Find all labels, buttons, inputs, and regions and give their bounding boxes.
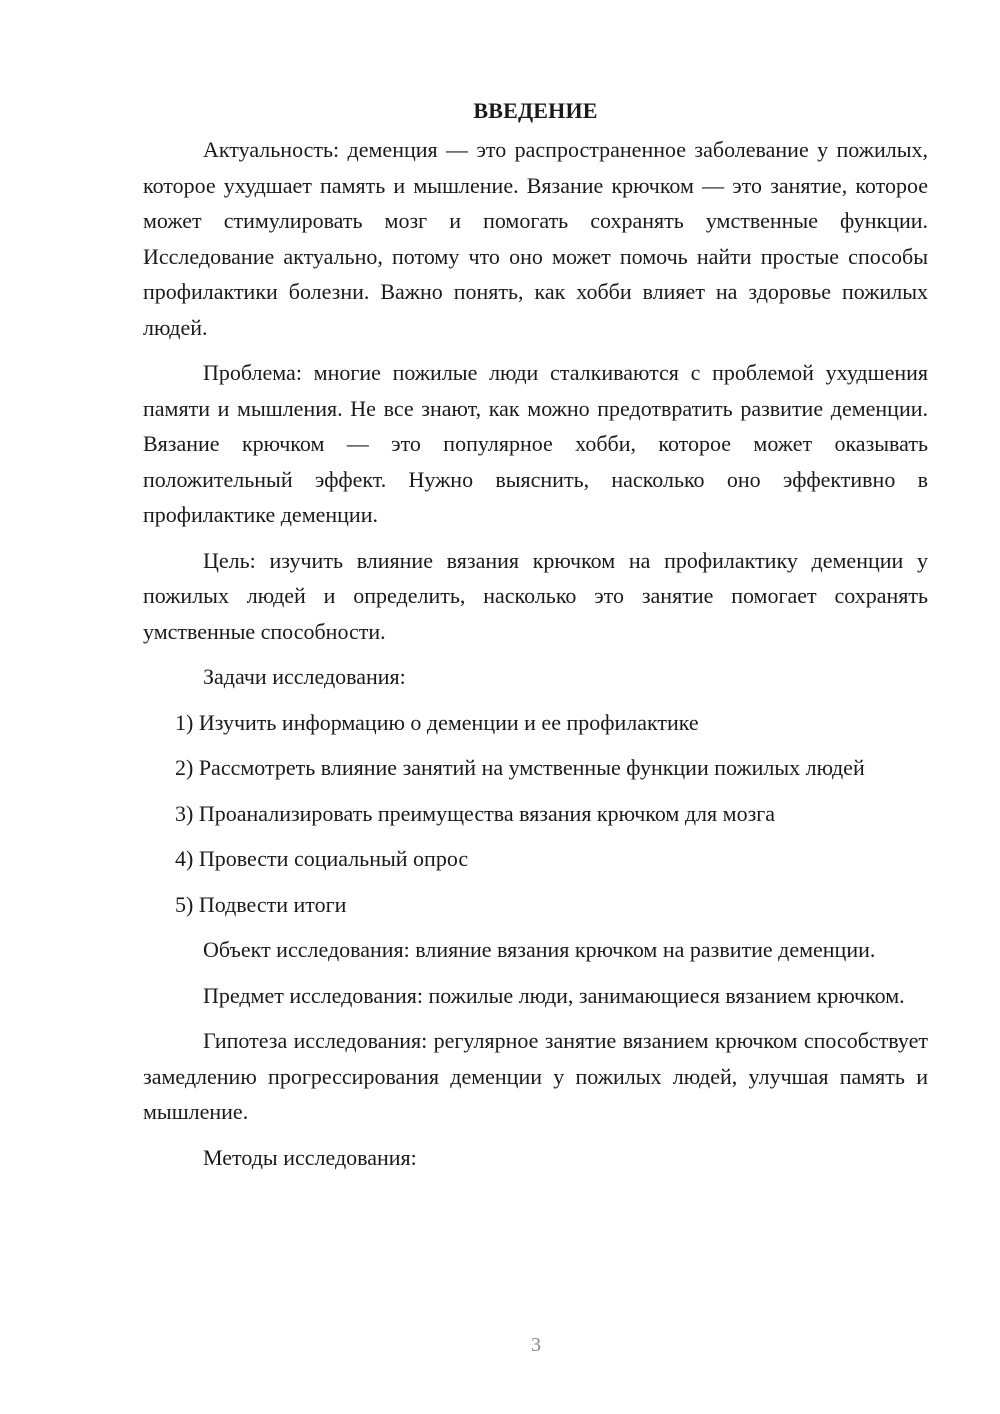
- document-page: [143, 96, 928, 1185]
- subject-paragraph: Предмет исследования: пожилые люди, занимающиеся вязанием крючком.: [203, 982, 905, 1008]
- goal-paragraph: Цель: изучить влияние вязания крючком на профилактику деменции у пожилых людей и определить, насколько это занятие помогает сохранять умственные способности.: [143, 547, 928, 644]
- page-number: 3: [531, 1334, 541, 1356]
- relevance-paragraph: Актуальность: деменция — это распространенное заболевание у пожилых, которое ухудшает память и мышление. Вязание крючком — это занятие, которое может стимулировать мозг и помогать сохранять умственные функции. Исследование актуально, потому что оно может помочь найти простые способы профилактики болезни. Важно понять, как хобби влияет на здоровье пожилых людей.: [143, 137, 928, 340]
- task-item: 2) Рассмотреть влияние занятий на умственные функции пожилых людей: [175, 755, 865, 780]
- task-item: 4) Провести социальный опрос: [175, 846, 469, 871]
- task-item: 1) Изучить информацию о деменции и ее профилактике: [175, 709, 699, 735]
- object-paragraph: Объект исследования: влияние вязания крючком на развитие деменции.: [203, 937, 876, 962]
- problem-paragraph: Проблема: многие пожилые люди сталкиваются с проблемой ухудшения памяти и мышления. Не все знают, как можно предотвратить развитие деменции. Вязание крючком — это популярное хобби, которое может оказывать положительный эффект. Нужно выяснить, насколько оно эффективно в профилактике деменции.: [143, 360, 928, 527]
- tasks-heading: Задачи исследования:: [203, 664, 406, 689]
- methods-heading: Методы исследования:: [203, 1144, 417, 1170]
- task-item: 5) Подвести итоги: [175, 891, 347, 917]
- tasks-list: [143, 705, 928, 923]
- section-title: ВВЕДЕНИЕ: [473, 98, 598, 123]
- task-item: 3) Проанализировать преимущества вязания крючком для мозга: [175, 800, 776, 826]
- hypothesis-paragraph: Гипотеза исследования: регулярное занятие вязанием крючком способствует замедлению прогрессирования деменции у пожилых людей, улучшая память и мышление.: [143, 1028, 928, 1124]
